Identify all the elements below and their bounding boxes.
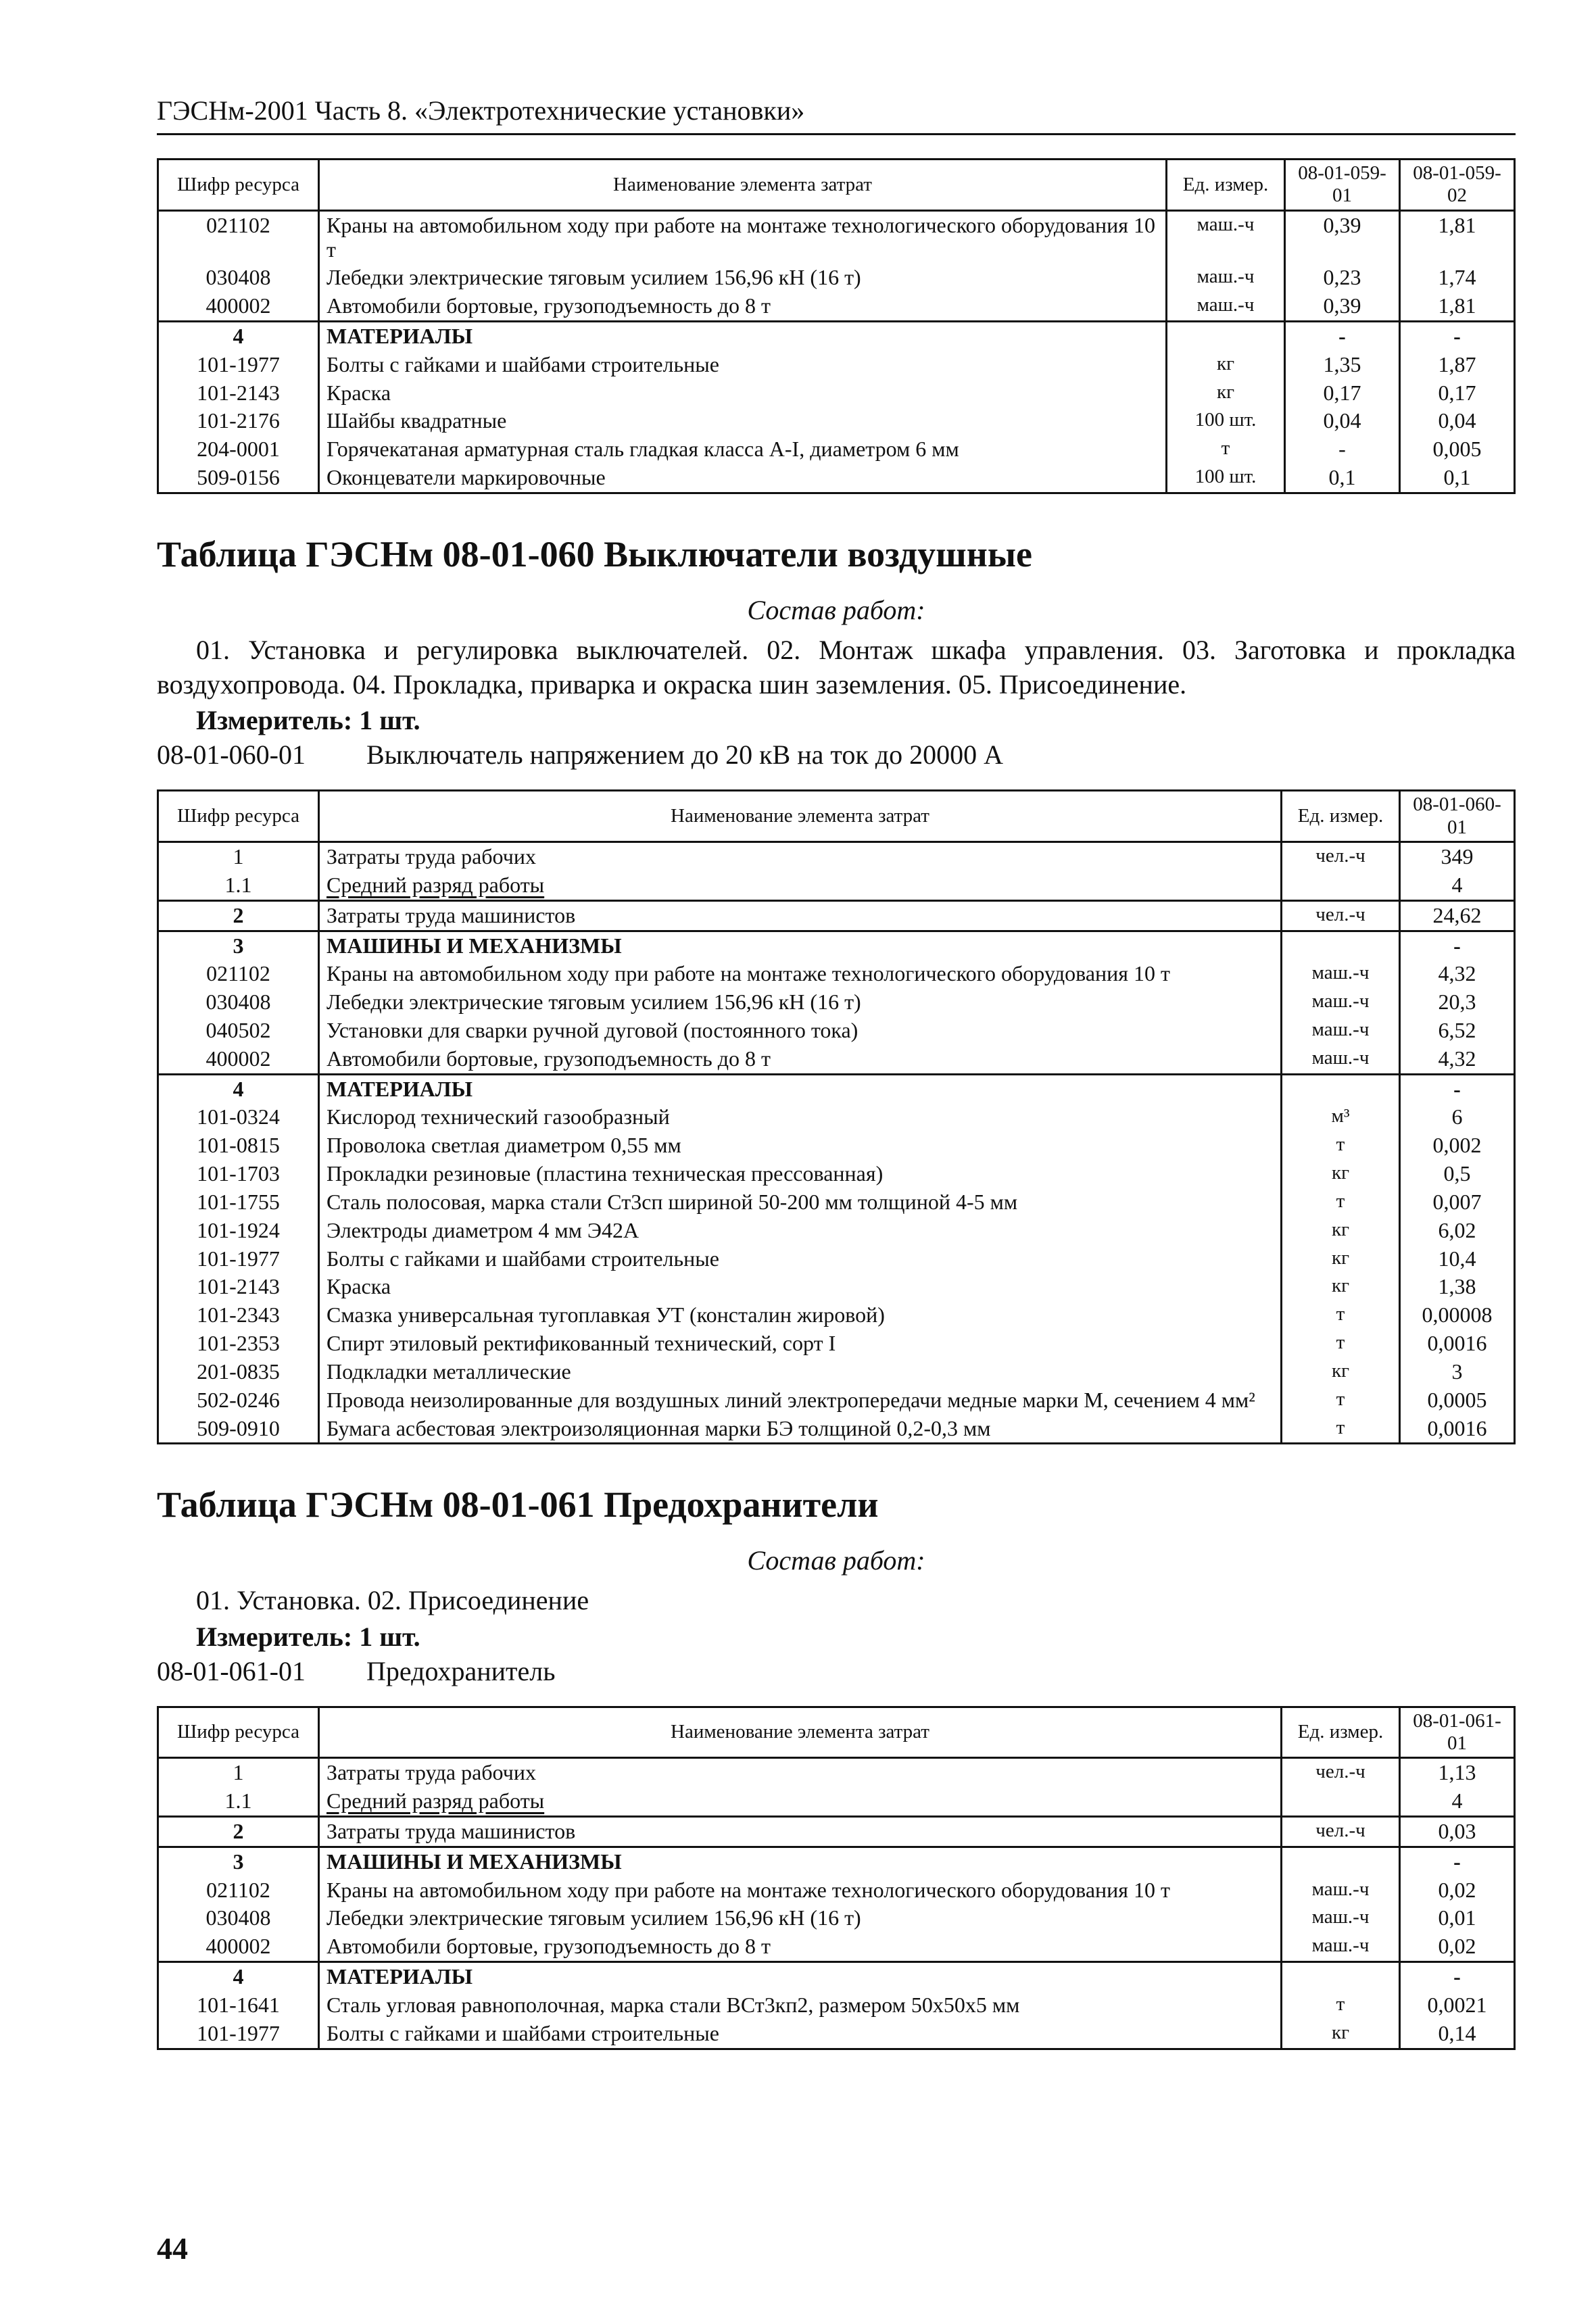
unit: маш.-ч [1282,988,1400,1017]
norm-value: 0,02 [1400,1876,1515,1905]
cost-element-name: Затраты труда рабочих [319,1758,1282,1787]
section-row-materials [158,1074,1515,1103]
header-cost-element: Наименование элемента затрат [319,160,1167,211]
resource-code: 509-0910 [158,1415,319,1444]
table-header-row [158,160,1515,211]
header-norm-059-02: 08-01-059-02 [1400,160,1515,211]
table-row [158,379,1515,408]
norm-value: 0,03 [1400,1816,1515,1847]
resource-code: 101-0324 [158,1103,319,1131]
cost-element-name: Затраты труда рабочих [319,842,1282,871]
resource-code: 502-0246 [158,1386,319,1415]
norm-value: 349 [1400,842,1515,871]
table-row [158,1131,1515,1160]
resource-code: 101-2343 [158,1301,319,1330]
cost-element-name: Краска [319,1273,1282,1301]
norm-name: Выключатель напряжением до 20 кВ на ток до 20000 А [366,739,1004,771]
table-row [158,1415,1515,1444]
unit: кг [1282,2020,1400,2049]
norm-table-059 [157,158,1516,494]
cost-element-name: Сталь полосовая, марка стали Ст3сп шириной 50-200 мм толщиной 4-5 мм [319,1188,1282,1217]
section-code: 4 [158,322,319,351]
norm-value: 0,007 [1400,1188,1515,1217]
norm-value: - [1400,1074,1515,1103]
page-number: 44 [157,2231,188,2266]
unit: кг [1282,1160,1400,1188]
table-title-061: Таблица ГЭСНм 08-01-061 Предохранители [157,1484,879,1526]
resource-code: 1 [158,842,319,871]
header-resource-code: Шифр ресурса [158,1707,319,1758]
cost-element-name: Болты с гайками и шайбами строительные [319,351,1167,379]
table-row [158,1245,1515,1273]
unit: маш.-ч [1282,1045,1400,1074]
unit: кг [1167,351,1285,379]
unit [1282,871,1400,900]
norm-value: 0,0021 [1400,1991,1515,2020]
resource-code: 101-1755 [158,1188,319,1217]
section-code: 4 [158,1962,319,1991]
header-norm-059-01: 08-01-059-01 [1285,160,1400,211]
cost-element-name: Подкладки металлические [319,1358,1282,1386]
unit: маш.-ч [1282,960,1400,988]
cost-element-name: Автомобили бортовые, грузоподъемность до 8 т [319,1932,1282,1961]
norm-value: 0,01 [1400,1904,1515,1932]
resource-code: 021102 [158,210,319,264]
cost-element-name: Смазка универсальная тугоплавкая УТ (консталин жировой) [319,1301,1282,1330]
unit: т [1282,1415,1400,1444]
norm-value: 0,14 [1400,2020,1515,2049]
norm-value: 0,39 [1285,292,1400,321]
resource-code: 101-0815 [158,1131,319,1160]
unit [1282,931,1400,960]
section-row-machines [158,931,1515,960]
section-title: МАТЕРИАЛЫ [319,1074,1282,1103]
resource-code: 030408 [158,1904,319,1932]
cost-element-name: Автомобили бортовые, грузоподъемность до 8 т [319,292,1167,321]
table-row [158,1160,1515,1188]
norm-value: 6 [1400,1103,1515,1131]
cost-element-name: Прокладки резиновые (пластина техническая прессованная) [319,1160,1282,1188]
unit: 100 шт. [1167,407,1285,435]
section-row-machines [158,1847,1515,1876]
cost-element-name: Краска [319,379,1167,408]
header-unit: Ед. измер. [1167,160,1285,211]
norm-value: 10,4 [1400,1245,1515,1273]
unit: чел.-ч [1282,900,1400,931]
unit: т [1282,1131,1400,1160]
norm-value: 6,52 [1400,1017,1515,1045]
table-row [158,871,1515,900]
unit: чел.-ч [1282,1816,1400,1847]
resource-code: 030408 [158,264,319,292]
header-cost-element: Наименование элемента затрат [319,791,1282,842]
norm-value: 0,0016 [1400,1330,1515,1358]
resource-code: 201-0835 [158,1358,319,1386]
section-code: 3 [158,1847,319,1876]
unit: т [1282,1330,1400,1358]
norm-value: 0,02 [1400,1932,1515,1961]
norm-value: - [1400,931,1515,960]
resource-code: 101-1977 [158,1245,319,1273]
norm-value: - [1400,1847,1515,1876]
resource-code: 101-1924 [158,1217,319,1245]
works-composition-text: 01. Установка и регулировка выключателей. 02. Монтаж шкафа управления. 03. Заготовка и прокладка воздухопровода. 04. Прокладка, приварка и окраска шин заземления. 05. Присоединение. [157,634,1516,700]
unit: т [1282,1301,1400,1330]
unit [1282,1847,1400,1876]
table-row [158,1358,1515,1386]
resource-code: 101-1703 [158,1160,319,1188]
table-row [158,1188,1515,1217]
unit: кг [1282,1273,1400,1301]
resource-code: 400002 [158,1045,319,1074]
table-header-row [158,791,1515,842]
unit: кг [1282,1245,1400,1273]
resource-code: 509-0156 [158,464,319,493]
resource-code: 1.1 [158,1787,319,1816]
resource-code: 101-1977 [158,2020,319,2049]
norm-value: 1,87 [1400,351,1515,379]
unit: м³ [1282,1103,1400,1131]
cost-element-name: Краны на автомобильном ходу при работе на монтаже технологического оборудования 10 т [319,1876,1282,1905]
norm-value: 0,00008 [1400,1301,1515,1330]
cost-element-name: Сталь угловая равнополочная, марка стали ВСт3кп2, размером 50х50х5 мм [319,1991,1282,2020]
unit [1282,1787,1400,1816]
table-row [158,842,1515,871]
table-row [158,1103,1515,1131]
norm-code: 08-01-061-01 [157,1655,306,1686]
table-row [158,1273,1515,1301]
norm-line [157,739,1516,771]
norm-value: 0,04 [1400,407,1515,435]
norm-table-060 [157,789,1516,1444]
resource-code: 2 [158,1816,319,1847]
resource-code: 1.1 [158,871,319,900]
norm-value: 1,74 [1400,264,1515,292]
unit: маш.-ч [1282,1017,1400,1045]
header-norm-060-01: 08-01-060-01 [1400,791,1515,842]
norm-value: 0,17 [1285,379,1400,408]
cost-element-name: Лебедки электрические тяговым усилием 156,96 кН (16 т) [319,988,1282,1017]
norm-value: 0,39 [1285,210,1400,264]
unit: т [1167,435,1285,464]
table-row [158,960,1515,988]
unit: т [1282,1991,1400,2020]
section-row-materials [158,322,1515,351]
cost-element-name: Спирт этиловый ректификованный технический, сорт I [319,1330,1282,1358]
cost-element-name: Автомобили бортовые, грузоподъемность до 8 т [319,1045,1282,1074]
unit: чел.-ч [1282,842,1400,871]
resource-code: 101-2143 [158,379,319,408]
norm-value: 4 [1400,871,1515,900]
cost-element-name: Болты с гайками и шайбами строительные [319,1245,1282,1273]
norm-value: 1,35 [1285,351,1400,379]
unit: маш.-ч [1167,292,1285,321]
table-row [158,1330,1515,1358]
table-row [158,210,1515,264]
norm-value: 0,04 [1285,407,1400,435]
cost-element-name: Оконцеватели маркировочные [319,464,1167,493]
table-row [158,1787,1515,1816]
norm-value: - [1400,1962,1515,1991]
measure-unit: Измеритель: 1 шт. [196,1621,420,1652]
table-row [158,351,1515,379]
norm-value: 20,3 [1400,988,1515,1017]
unit [1282,1074,1400,1103]
norm-value: 24,62 [1400,900,1515,931]
table-row [158,1876,1515,1905]
norm-value: 1,38 [1400,1273,1515,1301]
norm-name: Предохранитель [366,1655,556,1686]
measure-unit: Измеритель: 1 шт. [196,705,420,736]
section-title: МАШИНЫ И МЕХАНИЗМЫ [319,931,1282,960]
header-cost-element: Наименование элемента затрат [319,1707,1282,1758]
header-unit: Ед. измер. [1282,1707,1400,1758]
table-row [158,900,1515,931]
resource-code: 030408 [158,988,319,1017]
table-row [158,1017,1515,1045]
unit: маш.-ч [1167,264,1285,292]
resource-code: 101-2143 [158,1273,319,1301]
resource-code: 400002 [158,1932,319,1961]
resource-code: 101-2176 [158,407,319,435]
norm-value: - [1400,322,1515,351]
cost-element-name: Лебедки электрические тяговым усилием 156,96 кН (16 т) [319,264,1167,292]
resource-code: 1 [158,1758,319,1787]
cost-element-name: Затраты труда машинистов [319,1816,1282,1847]
cost-element-name: Бумага асбестовая электроизоляционная марки БЭ толщиной 0,2-0,3 мм [319,1415,1282,1444]
cost-element-name: Шайбы квадратные [319,407,1167,435]
table-header-row [158,1707,1515,1758]
resource-code: 2 [158,900,319,931]
header-resource-code: Шифр ресурса [158,791,319,842]
table-row [158,264,1515,292]
norm-value: 6,02 [1400,1217,1515,1245]
section-title: МАШИНЫ И МЕХАНИЗМЫ [319,1847,1282,1876]
works-composition-label: Состав работ: [747,594,925,625]
header-unit: Ед. измер. [1282,791,1400,842]
table-row [158,464,1515,493]
unit: маш.-ч [1282,1904,1400,1932]
table-row [158,1386,1515,1415]
norm-value: 0,0005 [1400,1386,1515,1415]
table-row [158,1904,1515,1932]
norm-value: 0,1 [1400,464,1515,493]
works-composition-label: Состав работ: [747,1545,925,1576]
cost-element-name: Горячекатаная арматурная сталь гладкая класса А-I, диаметром 6 мм [319,435,1167,464]
cost-element-name: Средний разряд работы [319,1787,1282,1816]
section-row-materials [158,1962,1515,1991]
running-header: ГЭСНм-2001 Часть 8. «Электротехнические установки» [157,95,1516,135]
cost-element-name: Затраты труда машинистов [319,900,1282,931]
unit: т [1282,1188,1400,1217]
norm-value: - [1285,322,1400,351]
table-row [158,1816,1515,1847]
section-title: МАТЕРИАЛЫ [319,322,1167,351]
header-norm-061-01: 08-01-061-01 [1400,1707,1515,1758]
norm-value: 1,81 [1400,292,1515,321]
unit: чел.-ч [1282,1758,1400,1787]
table-row [158,435,1515,464]
section-code: 3 [158,931,319,960]
cost-element-name: Кислород технический газообразный [319,1103,1282,1131]
table-row [158,1217,1515,1245]
table-row [158,407,1515,435]
resource-code: 040502 [158,1017,319,1045]
cost-element-name: Электроды диаметром 4 мм Э42А [319,1217,1282,1245]
table-row [158,1045,1515,1074]
unit: 100 шт. [1167,464,1285,493]
resource-code: 101-1641 [158,1991,319,2020]
table-row [158,1758,1515,1787]
norm-value: 0,23 [1285,264,1400,292]
cost-element-name: Краны на автомобильном ходу при работе на монтаже технологического оборудования 10 т [319,210,1167,264]
norm-value: 0,17 [1400,379,1515,408]
unit: кг [1282,1358,1400,1386]
unit: маш.-ч [1282,1876,1400,1905]
cost-element-name: Провода неизолированные для воздушных линий электропередачи медные марки М, сечением 4 мм² [319,1386,1282,1415]
norm-table-061 [157,1706,1516,2050]
norm-value: 0,1 [1285,464,1400,493]
norm-code: 08-01-060-01 [157,739,306,771]
table-row [158,1301,1515,1330]
norm-value: 0,0016 [1400,1415,1515,1444]
norm-value: - [1285,435,1400,464]
table-row [158,1991,1515,2020]
cost-element-name: Лебедки электрические тяговым усилием 156,96 кН (16 т) [319,1904,1282,1932]
section-title: МАТЕРИАЛЫ [319,1962,1282,1991]
unit [1167,322,1285,351]
resource-code: 021102 [158,1876,319,1905]
unit: кг [1167,379,1285,408]
document-page [157,95,1516,2050]
unit: маш.-ч [1282,1932,1400,1961]
cost-element-name: Краны на автомобильном ходу при работе на монтаже технологического оборудования 10 т [319,960,1282,988]
resource-code: 021102 [158,960,319,988]
norm-value: 4,32 [1400,1045,1515,1074]
table-row [158,2020,1515,2049]
resource-code: 204-0001 [158,435,319,464]
cost-element-name: Болты с гайками и шайбами строительные [319,2020,1282,2049]
norm-value: 3 [1400,1358,1515,1386]
norm-value: 0,5 [1400,1160,1515,1188]
unit: маш.-ч [1167,210,1285,264]
resource-code: 101-1977 [158,351,319,379]
header-resource-code: Шифр ресурса [158,160,319,211]
table-title-060: Таблица ГЭСНм 08-01-060 Выключатели воздушные [157,533,1032,575]
table-row [158,292,1515,321]
works-composition-text: 01. Установка. 02. Присоединение [196,1585,589,1616]
cost-element-name: Установки для сварки ручной дуговой (постоянного тока) [319,1017,1282,1045]
unit: т [1282,1386,1400,1415]
section-code: 4 [158,1074,319,1103]
table-row [158,988,1515,1017]
norm-value: 4 [1400,1787,1515,1816]
resource-code: 400002 [158,292,319,321]
unit [1282,1962,1400,1991]
norm-value: 0,002 [1400,1131,1515,1160]
unit: кг [1282,1217,1400,1245]
cost-element-name: Средний разряд работы [319,871,1282,900]
norm-value: 1,81 [1400,210,1515,264]
norm-value: 0,005 [1400,435,1515,464]
norm-line [157,1655,1516,1687]
norm-value: 4,32 [1400,960,1515,988]
resource-code: 101-2353 [158,1330,319,1358]
cost-element-name: Проволока светлая диаметром 0,55 мм [319,1131,1282,1160]
norm-value: 1,13 [1400,1758,1515,1787]
table-row [158,1932,1515,1961]
